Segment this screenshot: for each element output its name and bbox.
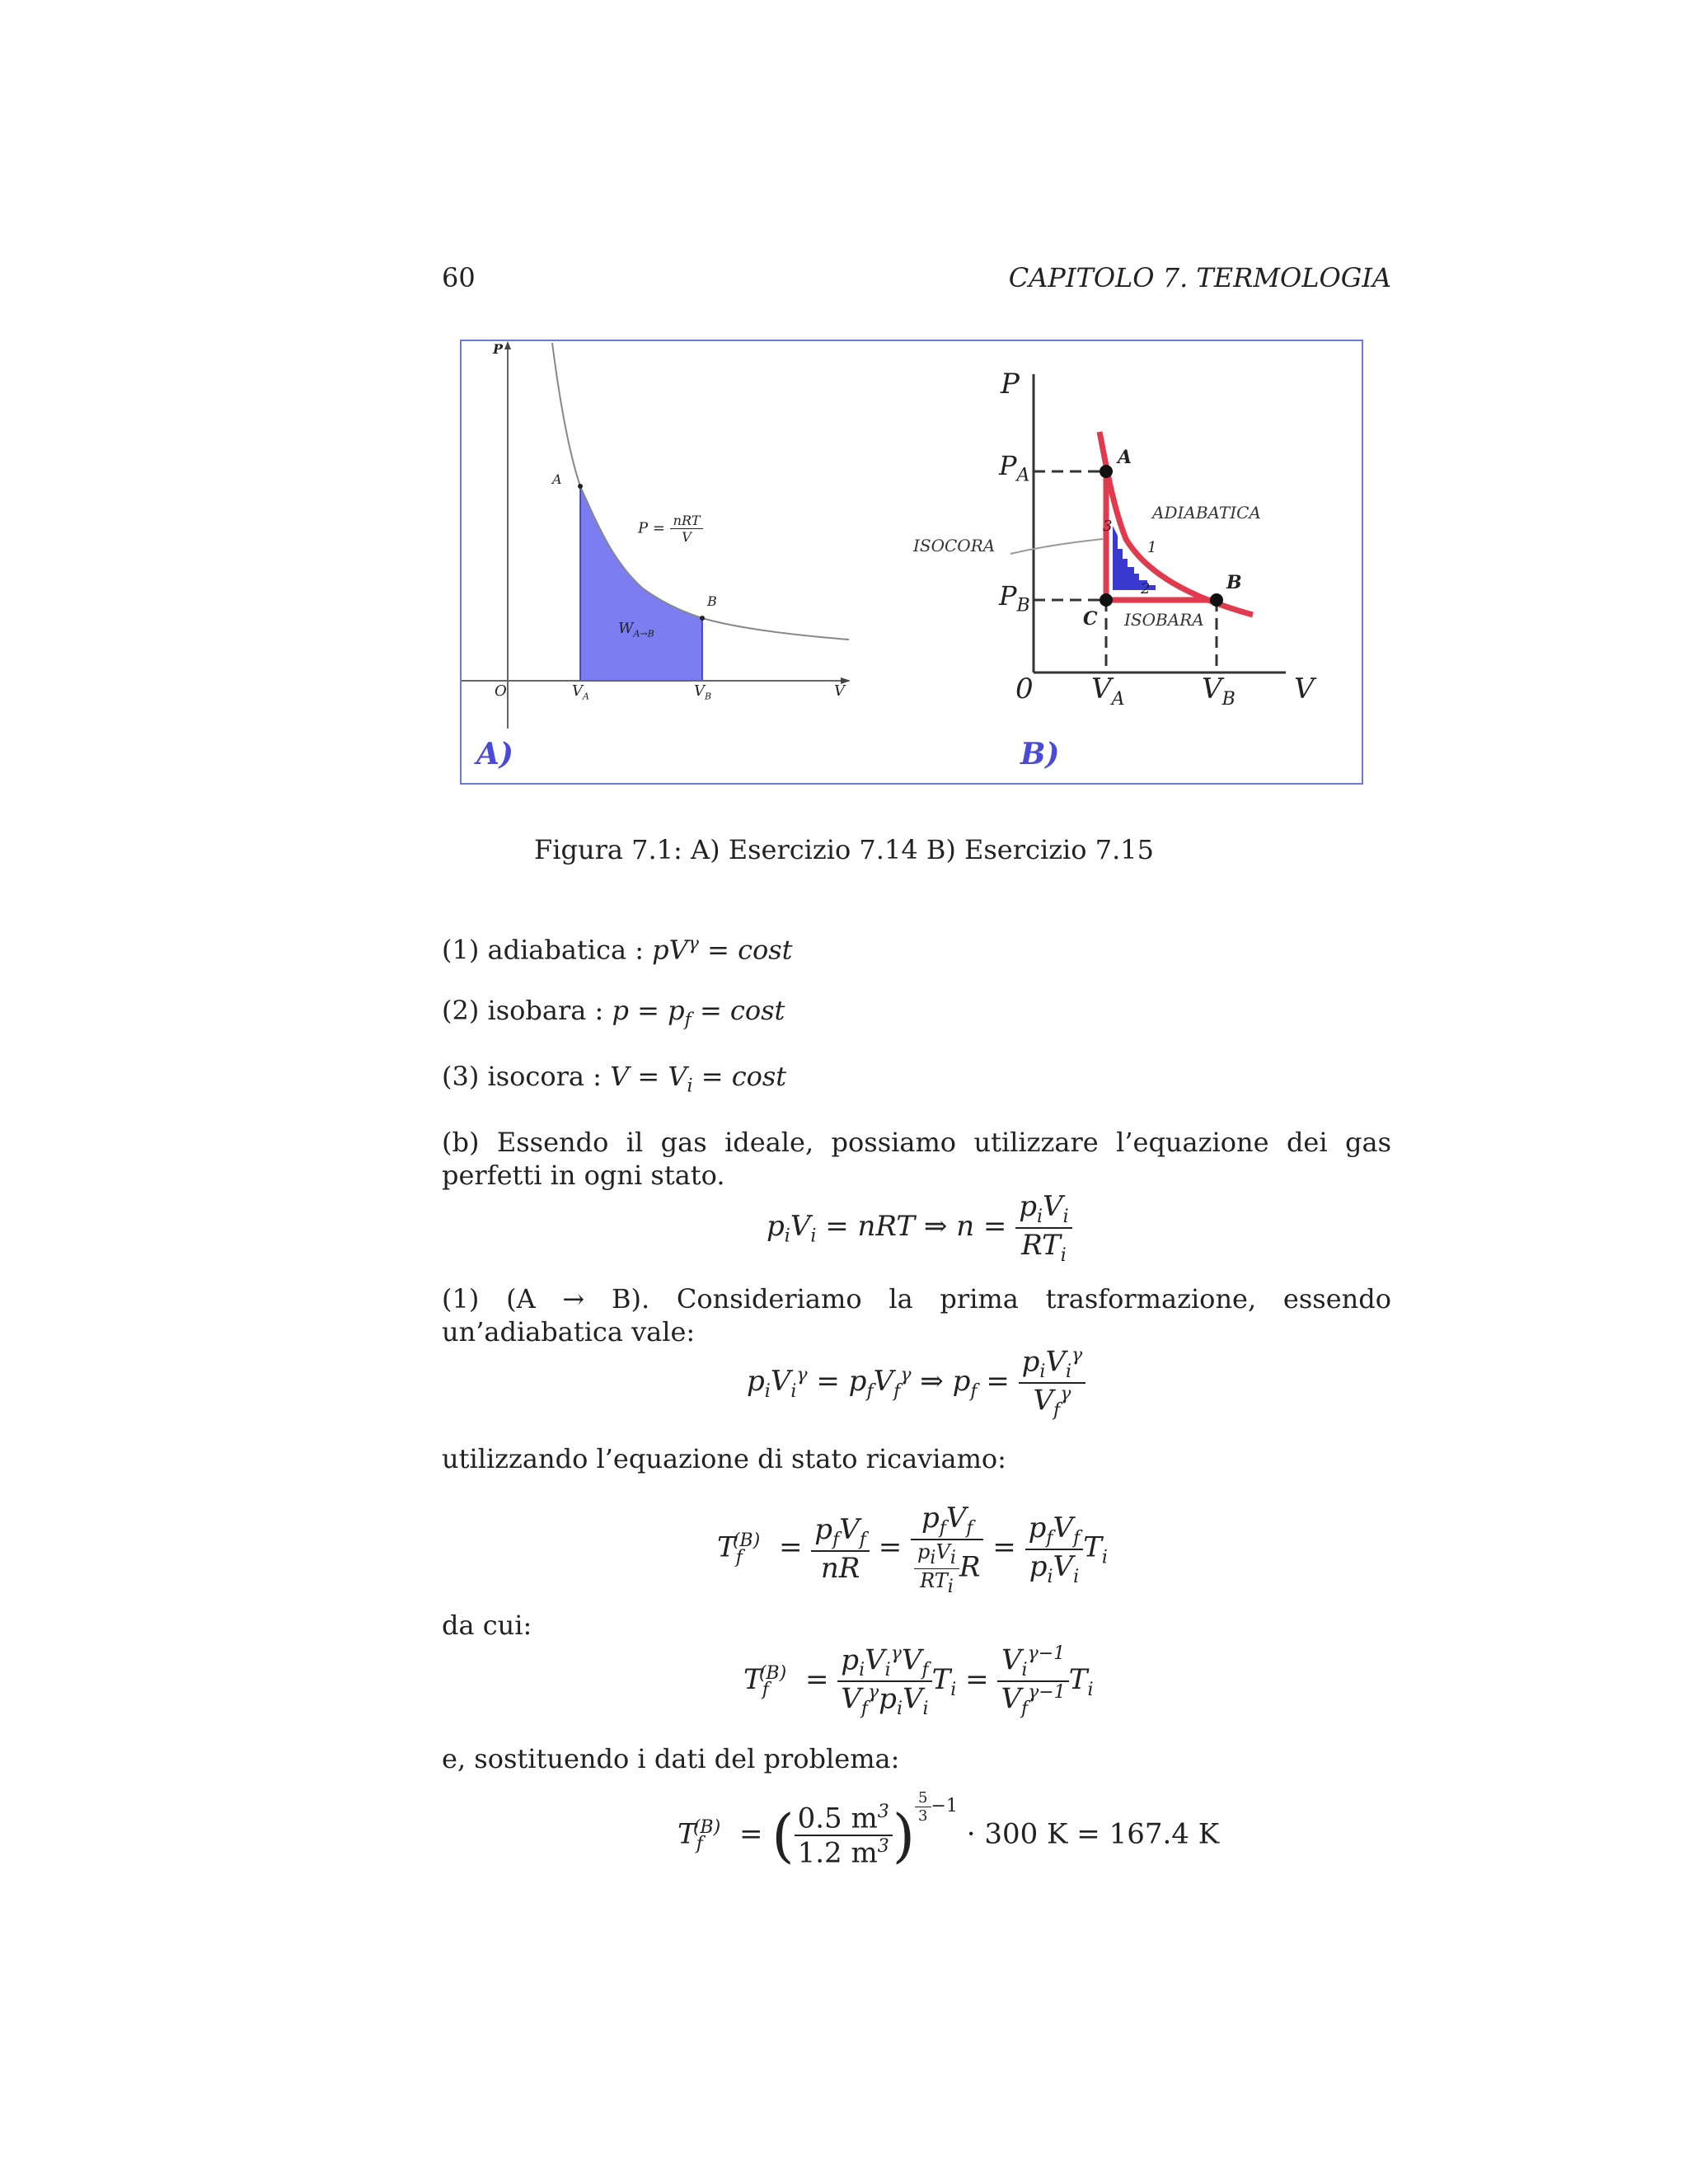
panel-b-point-a: A (1118, 447, 1132, 468)
panel-a-v-label: V (834, 682, 845, 700)
figure-caption: Figura 7.1: A) Esercizio 7.14 B) Esercizio 7.15 (534, 834, 1154, 865)
line-adiabatica: (1) adiabatica : $pV^\gamma = \cos t$ (442, 934, 793, 966)
panel-b-n3: 3 (1103, 518, 1113, 535)
paragraph-dacui: da cui: (442, 1610, 532, 1641)
figure-svg (462, 341, 1362, 783)
panel-b-vb: $V_B$ (1202, 673, 1236, 710)
final-value: · 300 K = 167.4 K (966, 1817, 1220, 1851)
eq-final-result: $T_f^{(B)}$ = ( $\frac{0.5 m^3}{1.2 m^3}$ ) $^{\frac{5}{3} -1}$ · 300 K = 167.4 K (678, 1788, 1220, 1870)
eq-adiabatic: $p_iV_i^\gamma = p_fV_f^\gamma$ ⇒ $p_f$ = $\frac{p_iV_i^\gamma}{V_f^\gamma}$ (747, 1345, 1085, 1421)
paragraph-1: (1) (A → B). Consideriamo la prima trasformazione, essendo un’adiabatica vale: (442, 1283, 1391, 1347)
panel-a-point-b: B (707, 593, 717, 609)
isocora-pointer (1010, 539, 1103, 554)
panel-b-va: $V_A$ (1091, 673, 1125, 710)
eq-ideal-gas: $p_iV_i$ = nRT ⇒ n = $\frac{p_iV_i}{RT_i}$ (767, 1190, 1072, 1266)
panel-b-isocora: ISOCORA (913, 536, 996, 555)
panel-a-letter: A) (476, 737, 513, 771)
panel-a-work: $W_{A\to B}$ (618, 620, 654, 640)
point-c-dot-b (1100, 593, 1113, 607)
panel-a-p-label: P (493, 341, 504, 357)
eq-temperature-2: $T_f^{(B)}$ = $\frac{p_iV_i^\gamma V_f}{V_f^\gamma p_iV_i}$ $T_i$ = $\frac{V_i^{\gamma-1}}{V_f^{\gamma-1}}$ $T_i$ (743, 1643, 1094, 1720)
chapter-title: CAPITOLO 7. TERMOLOGIA (1008, 262, 1391, 293)
panel-b-n2: 2 (1141, 580, 1151, 598)
panel-b-n1: 1 (1147, 539, 1157, 556)
panel-a-vb: $V_B$ (694, 682, 712, 702)
panel-a-va: $V_A$ (572, 682, 589, 702)
panel-b-origin: 0 (1015, 673, 1034, 705)
panel-a-formula: P = $\frac{\text{nRT}}{V}$ (638, 513, 703, 545)
p-axis-arrow-a (504, 341, 511, 349)
point-a-dot-b (1100, 465, 1113, 478)
panel-b-isobara: ISOBARA (1124, 610, 1204, 630)
eq-temperature-1: $T_f^{(B)}$ = $\frac{p_fV_f}{nR}$ = $p_fV_f$ $\frac{p_iV_i}{RT_i}$ R = $\frac{p_fV_f}{p_iV_i}$ $T_i$ (717, 1502, 1108, 1597)
paragraph-sostituendo: e, sostituendo i dati del problema: (442, 1743, 900, 1774)
panel-b-letter: B) (1020, 737, 1060, 771)
point-b-dot-b (1210, 593, 1223, 607)
panel-b-p-label: P (1001, 368, 1020, 401)
panel-b-pb: $P_B$ (999, 580, 1030, 616)
panel-b-adiabatica: ADIABATICA (1152, 503, 1261, 523)
point-a-dot (578, 484, 583, 489)
panel-b-pa: $P_A$ (999, 450, 1030, 486)
panel-b-point-c: C (1083, 608, 1098, 630)
line-isobara: (2) isobara : $p = p_f = \cos t$ (442, 995, 785, 1031)
page-number: 60 (442, 262, 476, 293)
panel-a-origin: O (495, 682, 507, 700)
paragraph-b: (b) Essendo il gas ideale, possiamo utilizzare l’equazione dei gas perfetti in ogni stato. (442, 1127, 1391, 1191)
panel-a-point-a: A (552, 471, 562, 487)
panel-b-point-b: B (1226, 572, 1242, 593)
panel-b-v-label: V (1294, 673, 1315, 705)
figure-box (460, 340, 1363, 785)
line-isocora: (3) isocora : $V = V_i = \cos t$ (442, 1061, 787, 1097)
paragraph-stato: utilizzando l’equazione di stato ricaviamo: (442, 1443, 1006, 1474)
point-b-dot (700, 616, 705, 621)
